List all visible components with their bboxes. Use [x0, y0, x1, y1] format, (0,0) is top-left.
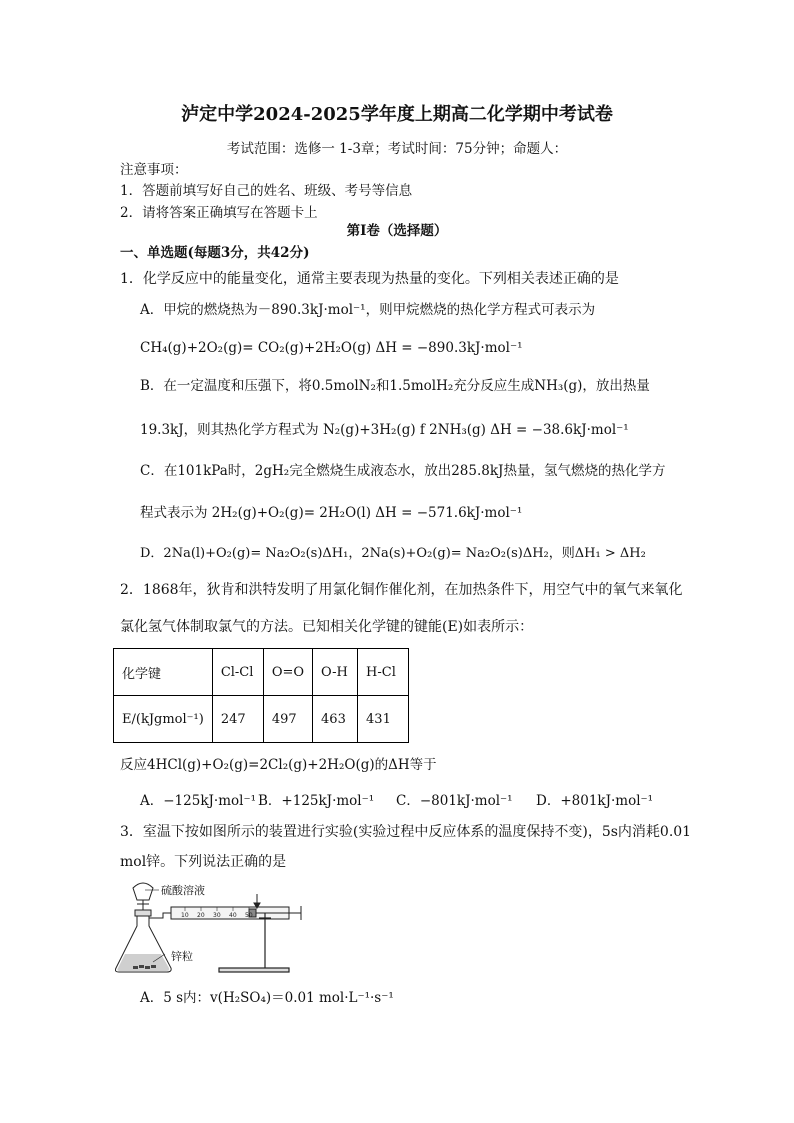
part-title: 第I卷（选择题） [346, 223, 448, 239]
table-cell: 497 [263, 696, 312, 743]
q1-option-c-line1: C．在101kPa时，2gH₂完全燃烧生成液态水，放出285.8kJ热量，氢气燃烧的热化学方 [140, 463, 666, 479]
table-row [114, 649, 409, 696]
table-cell: 247 [212, 696, 263, 743]
notes-item-1: 1．答题前填写好自己的姓名、班级、考号等信息 [120, 183, 413, 199]
q1-option-a-equation: CH₄(g)+2O₂(g)= CO₂(g)+2H₂O(g) ΔH = −890.3kJ·mol⁻¹ [140, 340, 523, 356]
label-sulfuric-acid: 硫酸溶液 [161, 884, 205, 897]
table-header-cell: 化学键 [114, 649, 213, 696]
q2-stem-line2: 氯化氢气体制取氯气的方法。已知相关化学键的键能(E)如表所示： [120, 619, 534, 635]
bond-energy-table [113, 648, 409, 743]
notes-item-2: 2．请将答案正确填写在答题卡上 [120, 205, 318, 221]
scale-label: 40 [229, 912, 237, 919]
q1-option-b-line2: 19.3kJ，则其热化学方程式为 N₂(g)+3H₂(g) f 2NH₃(g) ΔH = −38.6kJ·mol⁻¹ [140, 422, 629, 438]
table-header-cell: H-Cl [358, 649, 409, 696]
scale-label: 10 [181, 912, 189, 919]
table-row [114, 696, 409, 743]
table-header-cell: Cl-Cl [212, 649, 263, 696]
table-header-cell: O-H [313, 649, 358, 696]
scale-label: 50 [245, 912, 253, 919]
q1-stem: 1．化学反应中的能量变化，通常主要表现为热量的变化。下列相关表述正确的是 [120, 271, 619, 287]
exam-info: 考试范围：选修一 1-3章；考试时间：75分钟；命题人： [226, 141, 568, 157]
notes-heading: 注意事项： [120, 162, 188, 178]
scale-label: 30 [213, 912, 221, 919]
page-title: 泸定中学2024-2025学年度上期高二化学期中考试卷 [181, 104, 613, 125]
q2-option-c: C．−801kJ·mol⁻¹ [396, 793, 513, 809]
table-cell: 431 [358, 696, 409, 743]
q2-stem-line1: 2．1868年，狄肯和洪特发明了用氯化铜作催化剂，在加热条件下，用空气中的氧气来氧化 [120, 582, 683, 598]
q1-option-b-line1: B．在一定温度和压强下，将0.5molN₂和1.5molH₂充分反应生成NH₃(g)，放出热量 [140, 378, 650, 394]
table-cell: 463 [313, 696, 358, 743]
label-zinc: 锌粒 [171, 950, 193, 963]
section-title: 一、单选题(每题3分，共42分) [120, 245, 310, 261]
separatory-funnel [133, 883, 153, 914]
q1-option-a-line1: A．甲烷的燃烧热为－890.3kJ·mol⁻¹，则甲烷燃烧的热化学方程式可表示为 [140, 302, 596, 318]
table-header-cell: O=O [263, 649, 312, 696]
iron-stand [219, 913, 289, 972]
q2-option-b: B．+125kJ·mol⁻¹ [258, 793, 375, 809]
q2-option-d: D．+801kJ·mol⁻¹ [536, 793, 654, 809]
scale-label: 20 [197, 912, 205, 919]
connecting-tube [149, 913, 171, 918]
q1-option-c-line2: 程式表示为 2H₂(g)+O₂(g)= 2H₂O(l) ΔH = −571.6kJ·mol⁻¹ [140, 505, 523, 521]
q1-option-d: D．2Na(l)+O₂(g)= Na₂O₂(s)ΔH₁，2Na(s)+O₂(g)= Na₂O₂(s)ΔH₂，则ΔH₁ > ΔH₂ [140, 546, 646, 561]
q3-stem-line1: 3．室温下按如图所示的装置进行实验(实验过程中反应体系的温度保持不变)，5s内消耗0.01 [120, 824, 692, 840]
table-row-label: E/(kJgmol⁻¹) [114, 696, 213, 743]
q3-stem-line2: mol锌。下列说法正确的是 [120, 854, 287, 870]
q2-reaction: 反应4HCl(g)+O₂(g)=2Cl₂(g)+2H₂O(g)的ΔH等于 [120, 757, 437, 773]
q2-option-a: A．−125kJ·mol⁻¹ [140, 793, 256, 809]
q3-option-a: A．5 s内：v(H₂SO₄)＝0.01 mol·L⁻¹·s⁻¹ [140, 990, 394, 1006]
apparatus-figure [115, 880, 305, 980]
